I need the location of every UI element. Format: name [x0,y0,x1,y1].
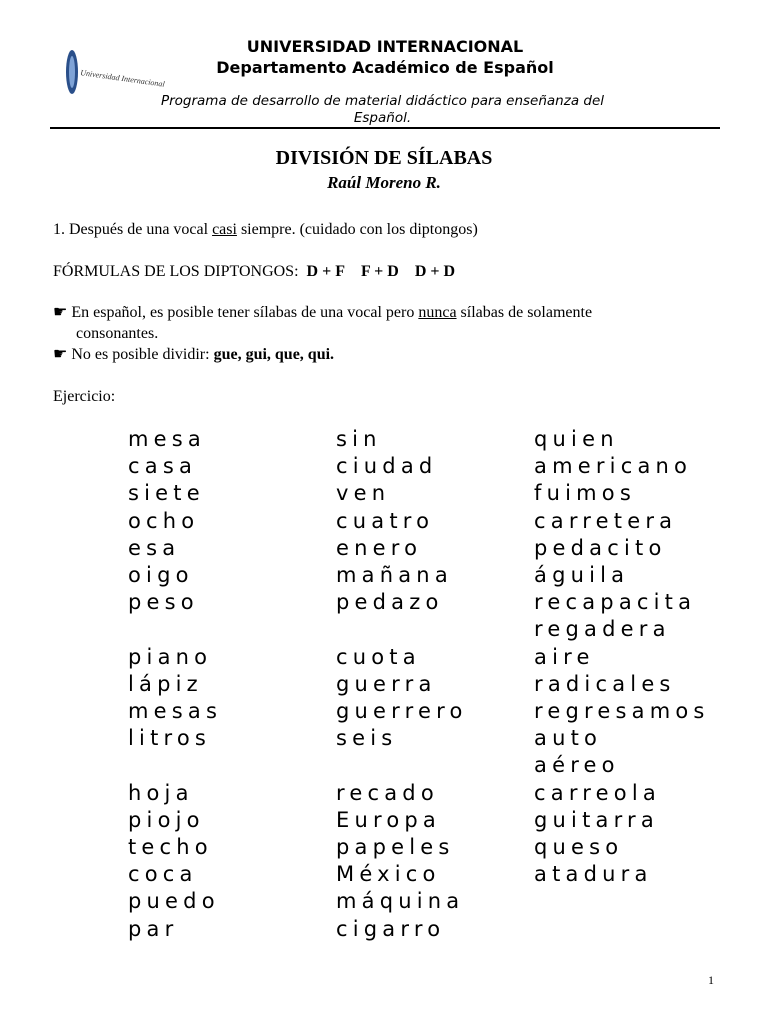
exercise-word: águila [534,563,630,588]
exercise-word: aire [534,644,595,669]
exercise-word: peso [128,590,199,615]
exercise-word: piojo [128,807,205,832]
page-title: DIVISIÓN DE SÍLABAS [275,147,493,169]
formulas-label: FÓRMULAS DE LOS DIPTONGOS: [53,263,299,280]
exercise-word: Europa [336,807,441,832]
exercise-word: atadura [534,862,653,887]
exercise-word: recado [336,780,439,805]
exercise-word: ocho [128,508,200,533]
svg-text:Universidad Internacional: Universidad Internacional [79,68,166,89]
exercise-word: carreola [534,780,661,805]
word-column-3 [534,426,726,888]
exercise-word: mañana [336,563,453,588]
exercise-word: aéreo [534,753,620,778]
exercise-word: guerrero [336,699,468,724]
exercise-word: pedazo [336,590,444,615]
exercise-word [336,616,468,643]
exercise-word: pedacito [534,535,667,560]
exercise-word: guerra [336,671,437,696]
rule-1-underlined: casi [212,221,237,238]
note-1-underlined: nunca [418,304,457,321]
note-1-text-end: sílabas de solamente [456,304,593,321]
header-divider [50,127,720,129]
word-column-1 [128,426,222,943]
exercise-word [128,616,222,643]
exercise-word: casa [128,454,198,479]
pointing-hand-icon: ☛ [53,346,68,363]
exercise-word: enero [336,535,423,560]
exercise-word: carretera [534,508,678,533]
rule-1 [53,219,478,240]
exercise-word: radicales [534,671,676,696]
document-header [50,36,720,130]
pointing-hand-icon: ☛ [53,304,68,321]
formula-2: F + D [360,263,399,280]
exercise-word: cuatro [336,508,435,533]
exercise-label: Ejercicio: [53,388,116,405]
exercise-word [336,752,468,779]
exercise-word: papeles [336,835,455,860]
formula-3: D + D [414,263,456,280]
exercise-word: litros [128,726,212,751]
diphthong-formulas [53,261,455,282]
exercise-word: mesas [128,699,223,724]
exercise-word: máquina [336,889,465,914]
exercise-word: México [336,862,441,887]
program-subtitle: Programa de desarrollo de material didáctico para enseñanza del Español. [160,93,605,126]
exercise-word: regresamos [534,699,710,724]
exercise-word: siete [128,481,205,506]
note-2-text: No es posible dividir: [71,346,214,363]
exercise-word: puedo [128,889,220,914]
institution-name: UNIVERSIDAD INTERNACIONAL [246,37,524,56]
note-1-text: En español, es posible tener sílabas de una vocal pero [71,304,419,321]
exercise-word: techo [128,835,213,860]
exercise-word: quien [534,427,619,451]
word-column-2 [336,426,468,943]
note-1-continuation: consonantes. [76,325,159,342]
exercise-word: fuimos [534,481,636,506]
exercise-word: esa [128,535,181,560]
exercise-word: piano [128,644,213,669]
rule-1-text: 1. Después de una vocal [53,221,213,238]
author-name: Raúl Moreno R. [327,173,441,192]
exercise-word: auto [534,726,603,751]
page-number: 1 [708,973,714,987]
note-1 [53,302,592,344]
exercise-word: cuota [336,644,421,669]
department-name: Departamento Académico de Español [216,58,554,77]
institution-heading [50,36,720,78]
exercise-word: hoja [128,780,194,805]
exercise-word: ciudad [336,454,438,479]
exercise-word: lápiz [128,671,203,696]
exercise-word: americano [534,454,693,479]
exercise-word: oigo [128,563,194,588]
exercise-word: guitarra [534,807,659,832]
exercise-word: queso [534,835,624,860]
exercise-word: sin [336,427,382,451]
exercise-word: cigarro [336,916,446,941]
formula-1: D + F [306,263,345,280]
exercise-word: mesa [128,427,206,451]
exercise-word: ven [336,481,391,506]
exercise-word: regadera [534,617,671,642]
exercise-word [128,752,222,779]
exercise-word: coca [128,862,198,887]
note-2 [53,344,334,365]
exercise-word: seis [336,726,398,751]
rule-1-text-end: siempre. (cuidado con los diptongos) [236,221,478,238]
exercise-word: par [128,916,179,941]
exercise-word: recapacita [534,590,697,615]
note-2-syllables: gue, gui, que, qui. [213,346,335,363]
